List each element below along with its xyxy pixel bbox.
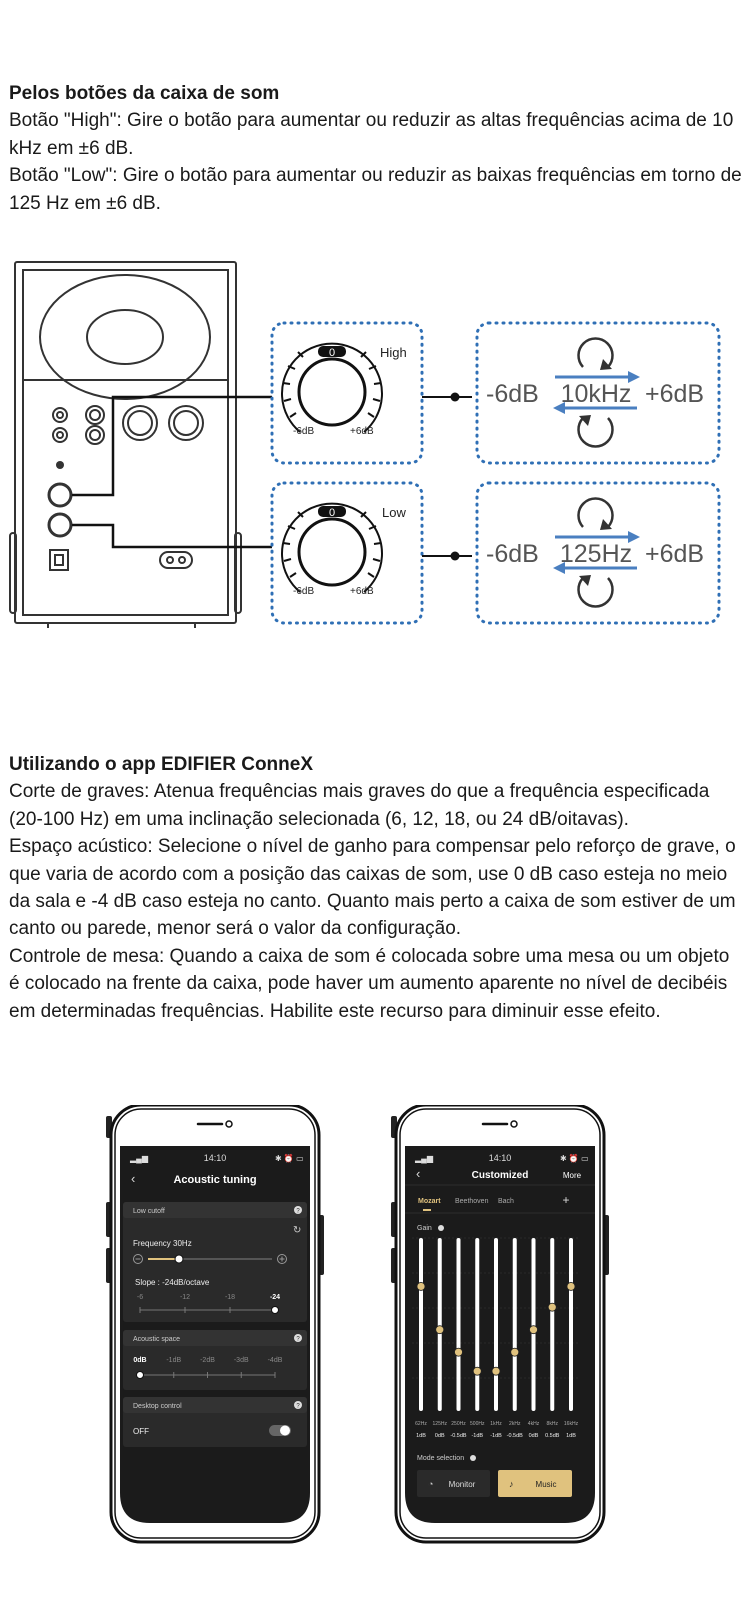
eq-slider-track[interactable] <box>419 1238 423 1411</box>
low-knob-max: +6dB <box>350 586 374 597</box>
phone-acoustic-tuning <box>105 1105 325 1545</box>
low-range <box>486 498 704 606</box>
status-signal-icon: ▂▄▆ <box>415 1154 433 1163</box>
preset-tab[interactable]: Beethoven <box>455 1198 489 1205</box>
eq-band-gain: 1dB <box>566 1433 576 1439</box>
preset-tab[interactable]: Bach <box>498 1198 514 1205</box>
svg-text:?: ? <box>296 1403 300 1410</box>
high-knob-center: 0 <box>328 347 336 359</box>
eq-slider-track[interactable] <box>550 1238 554 1411</box>
low-knob-label: Low <box>382 505 406 520</box>
back-chevron-icon[interactable]: ‹ <box>416 1166 421 1181</box>
gain-label: Gain <box>417 1225 432 1232</box>
high-knob-min: -6dB <box>293 426 315 437</box>
eq-band-gain: -0.5dB <box>450 1433 467 1439</box>
eq-band-frequency: 250Hz <box>451 1421 466 1427</box>
acoustic-space-option[interactable]: -4dB <box>267 1357 283 1364</box>
status-battery-icon: ✱ ⏰ ▭ <box>560 1154 589 1163</box>
eq-band-gain: 0dB <box>528 1433 539 1439</box>
high-knob-label: High <box>380 345 407 360</box>
screen-title: Customized <box>471 1170 529 1181</box>
eq-slider-thumb[interactable] <box>548 1303 556 1311</box>
mode-music-button[interactable] <box>498 1470 572 1497</box>
svg-text:?: ? <box>296 1208 300 1215</box>
paragraph-high: Botão "High": Gire o botão para aumentar ou reduzir as altas frequências acima de 10 kHz em ±6 dB. <box>9 110 734 159</box>
low-knob-min: -6dB <box>293 586 315 597</box>
add-preset-icon[interactable]: + <box>562 1193 570 1207</box>
eq-slider-track[interactable] <box>513 1238 517 1411</box>
low-knob <box>282 504 406 597</box>
screen-title: Acoustic tuning <box>173 1174 257 1186</box>
eq-slider-thumb[interactable] <box>492 1367 500 1375</box>
low-cutoff-card <box>123 1202 307 1322</box>
eq-slider-track[interactable] <box>494 1238 498 1411</box>
low-cutoff-label: Low cutoff <box>133 1208 165 1215</box>
eq-slider-thumb[interactable] <box>436 1326 444 1334</box>
acoustic-space-card <box>123 1330 307 1390</box>
eq-band-frequency: 16kHz <box>563 1421 579 1427</box>
section-heading: Pelos botões da caixa de som <box>9 83 280 104</box>
desktop-control-card <box>123 1397 307 1447</box>
monitor-icon: ◔ <box>428 1479 434 1489</box>
eq-band-gain: -0.5dB <box>506 1433 523 1439</box>
acoustic-space-option[interactable]: -1dB <box>166 1357 182 1364</box>
paragraph-low: Botão "Low": Gire o botão para aumentar ou reduzir as baixas frequências em torno de 125 Hz em ±6 dB. <box>9 165 742 214</box>
eq-slider-track[interactable] <box>532 1238 536 1411</box>
eq-band-frequency: 8kHz <box>546 1421 558 1427</box>
eq-slider-thumb[interactable] <box>473 1367 481 1375</box>
speaker-knob-diagram <box>0 255 750 655</box>
preset-tab[interactable]: Mozart <box>418 1198 441 1205</box>
acoustic-space-option[interactable]: -2dB <box>200 1357 215 1364</box>
help-icon[interactable] <box>438 1225 444 1231</box>
acoustic-space-slider-thumb[interactable] <box>137 1372 144 1379</box>
eq-bands <box>415 1238 578 1439</box>
low-range-min: -6dB <box>486 540 539 568</box>
high-knob-max: +6dB <box>350 426 374 437</box>
eq-band-gain: 1dB <box>416 1433 426 1439</box>
eq-band-gain: 0dB <box>434 1433 445 1439</box>
eq-slider-thumb[interactable] <box>417 1282 425 1290</box>
acoustic-space-option[interactable]: 0dB <box>133 1357 147 1364</box>
high-range-max: +6dB <box>645 380 705 408</box>
speaker-back-panel <box>10 262 241 628</box>
eq-slider-track[interactable] <box>438 1238 442 1411</box>
paragraph-acoustic-space: Espaço acústico: Selecione o nível de ganho para compensar pelo reforço de grave, o que varia de acordo com a posição das caixas de som, use 0 dB caso esteja no meio da sala e -4 dB caso esteja no canto. Quanto mais perto a caixa de som estiver de um canto ou parede, menor será o valor da configuração. <box>9 836 736 940</box>
eq-band-frequency: 1kHz <box>490 1421 502 1427</box>
eq-slider-track[interactable] <box>475 1238 479 1411</box>
status-time: 14:10 <box>203 1153 227 1163</box>
desktop-control-label: Desktop control <box>133 1403 182 1410</box>
desktop-control-state: OFF <box>133 1427 149 1436</box>
slope-option[interactable]: -12 <box>179 1294 191 1301</box>
music-note-icon: ♪ <box>509 1479 514 1489</box>
paragraph-desktop-control: Controle de mesa: Quando a caixa de som é colocada sobre uma mesa ou um objeto é colocado na frente da caixa, pode haver um aumento aparente no nível de decibéis em determinadas frequências. Habilite este recurso para diminuir esse efeito. <box>9 945 730 1022</box>
slope-option[interactable]: -18 <box>224 1294 236 1301</box>
low-knob-center: 0 <box>328 507 336 519</box>
eq-band-frequency: 4kHz <box>527 1421 540 1427</box>
status-time: 14:10 <box>488 1153 512 1163</box>
status-signal-icon: ▂▄▆ <box>130 1154 148 1163</box>
eq-band-gain: -1dB <box>490 1433 502 1439</box>
high-range-freq: 10kHz <box>560 380 632 408</box>
eq-band-gain: 0.5dB <box>545 1433 560 1439</box>
eq-slider-thumb[interactable] <box>511 1348 519 1356</box>
acoustic-space-label: Acoustic space <box>133 1336 181 1343</box>
back-chevron-icon[interactable]: ‹ <box>131 1171 136 1186</box>
mode-music-label: Music <box>535 1480 557 1489</box>
help-icon[interactable] <box>470 1455 476 1461</box>
high-range-min: -6dB <box>486 380 539 408</box>
section-connex-app <box>9 751 744 1025</box>
mode-monitor-button[interactable] <box>417 1470 490 1497</box>
slope-label: Slope : -24dB/octave <box>135 1278 210 1287</box>
high-range <box>486 338 704 446</box>
frequency-slider-thumb[interactable] <box>175 1255 183 1263</box>
section-heading: Utilizando o app EDIFIER ConneX <box>9 754 313 775</box>
phone-customized-eq <box>390 1105 610 1545</box>
section-high-low-buttons <box>9 80 744 217</box>
frequency-label: Frequency 30Hz <box>133 1239 192 1248</box>
slope-option[interactable]: -24 <box>269 1294 281 1301</box>
eq-slider-track[interactable] <box>457 1238 461 1411</box>
mode-monitor-label: Monitor <box>448 1480 476 1489</box>
high-knob <box>282 344 407 437</box>
slope-option[interactable]: -6 <box>136 1294 144 1301</box>
low-range-max: +6dB <box>645 540 705 568</box>
acoustic-space-option[interactable]: -3dB <box>233 1357 249 1364</box>
speaker-jacks <box>49 406 203 570</box>
eq-slider-track[interactable] <box>569 1238 573 1411</box>
slope-slider-thumb[interactable] <box>272 1307 279 1314</box>
low-range-freq: 125Hz <box>559 540 633 568</box>
eq-slider-thumb[interactable] <box>567 1282 575 1290</box>
eq-band-frequency: 125Hz <box>432 1421 447 1427</box>
eq-band-frequency: 62Hz <box>415 1421 427 1427</box>
reset-icon[interactable]: ↻ <box>293 1225 302 1236</box>
eq-band-gain: -1dB <box>471 1433 484 1439</box>
eq-band-frequency: 2kHz <box>509 1421 521 1427</box>
status-battery-icon: ✱ ⏰ ▭ <box>275 1154 304 1163</box>
paragraph-low-cutoff: Corte de graves: Atenua frequências mais graves do que a frequência especificada (20-100 Hz) em uma inclinação selecionada (6, 12, 18, ou 24 dB/oitavas). <box>9 781 710 830</box>
mode-selection-label: Mode selection <box>417 1455 465 1462</box>
eq-slider-thumb[interactable] <box>455 1348 463 1356</box>
svg-text:?: ? <box>296 1336 300 1343</box>
more-button[interactable]: More <box>562 1171 582 1180</box>
eq-band-frequency: 500Hz <box>470 1421 485 1427</box>
eq-slider-thumb[interactable] <box>530 1326 538 1334</box>
